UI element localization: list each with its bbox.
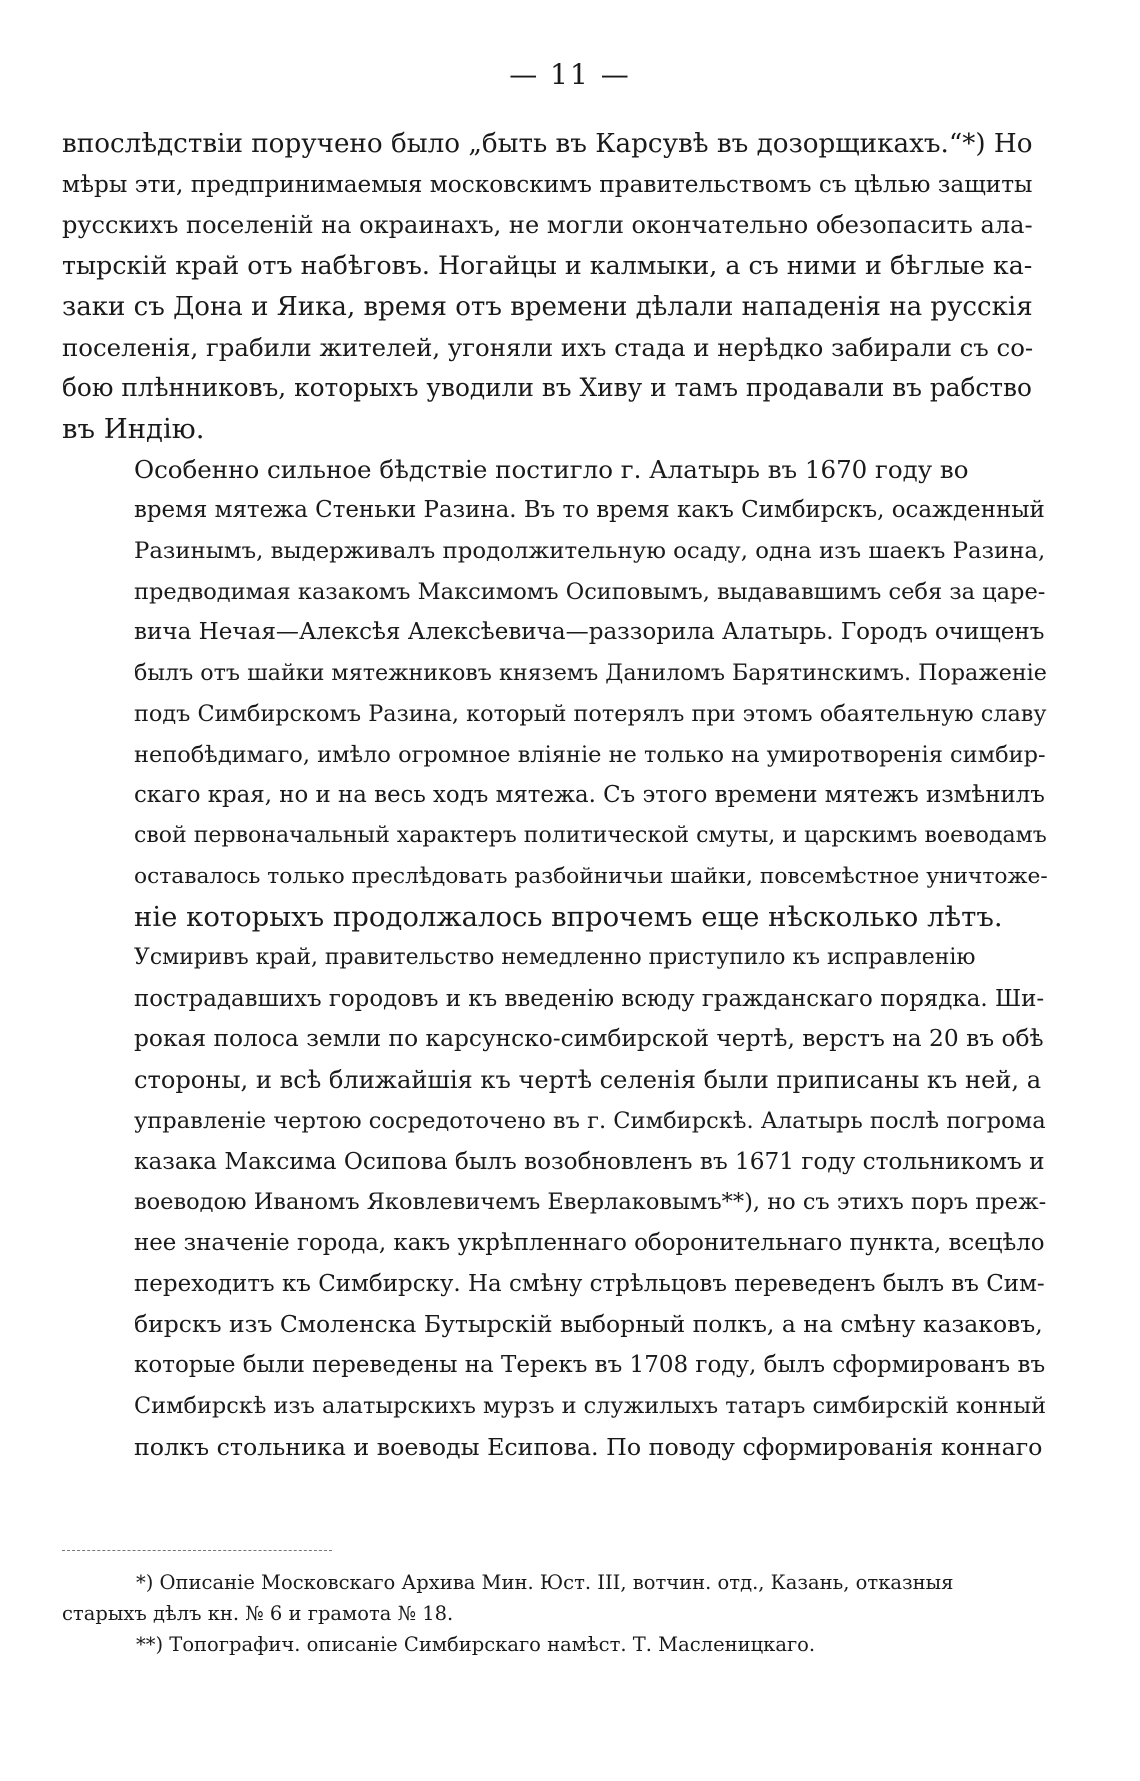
text-line: пострадавшихъ городовъ и къ введенію всюду гражданскаго порядка. Ши- xyxy=(134,985,1045,1012)
text-line: бою плѣнниковъ, которыхъ уводили въ Хиву и тамъ продавали въ рабство xyxy=(62,373,1032,403)
text-line: управленіе чертою сосредоточено въ г. Симбирскѣ. Алатырь послѣ погрома xyxy=(134,1107,1046,1134)
paragraph-3 xyxy=(62,938,1047,1467)
footnote-divider xyxy=(62,1550,332,1551)
text-line: скаго края, но и на весь ходъ мятежа. Съ этого времени мятежъ измѣнилъ xyxy=(134,782,1045,809)
text-line: полкъ стольника и воеводы Есипова. По поводу сформированія коннаго xyxy=(134,1432,1043,1461)
text-line: поселенія, грабили жителей, угоняли ихъ стада и нерѣдко забирали съ со- xyxy=(62,332,1034,362)
text-line: заки съ Дона и Яика, время отъ времени дѣлали нападенія на русскія xyxy=(62,291,1033,322)
text-line: предводимая казакомъ Максимомъ Осиповымъ, выдававшимъ себя за царе- xyxy=(134,578,1046,605)
text-line: Разинымъ, выдерживалъ продолжительную осаду, одна изъ шаекъ Разина, xyxy=(134,538,1046,565)
text-line: вича Нечая—Алексѣя Алексѣевича—раззорила Алатырь. Городъ очищенъ xyxy=(134,619,1045,646)
text-line: переходитъ къ Симбирску. На смѣну стрѣльцовъ переведенъ былъ въ Сим- xyxy=(134,1270,1045,1297)
footnote-1 xyxy=(62,1567,1038,1629)
text-line: Особенно сильное бѣдствіе постигло г. Алатырь въ 1670 году во xyxy=(134,454,969,484)
text-line: бирскъ изъ Смоленска Бутырскій выборный полкъ, а на смѣну казаковъ, xyxy=(134,1310,1043,1339)
footnote-line: **) Топографич. описаніе Симбирскаго намѣст. Т. Масленицкаго. xyxy=(136,1633,816,1656)
paragraph-2 xyxy=(62,450,1048,938)
text-line: въ Индію. xyxy=(62,412,205,445)
text-line: тырскій край отъ набѣговъ. Ногайцы и калмыки, а съ ними и бѣглые ка- xyxy=(62,251,1033,281)
footnote-line: старыхъ дѣлъ кн. № 6 и грамота № 18. xyxy=(62,1602,454,1625)
text-line: воеводою Иваномъ Яковлевичемъ Еверлаковымъ**), но съ этихъ поръ преж- xyxy=(134,1189,1047,1216)
text-line: которые были переведены на Терекъ въ 1708 году, былъ сформированъ въ xyxy=(134,1352,1046,1379)
text-line: непобѣдимаго, имѣло огромное вліяніе не только на умиротворенія симбир- xyxy=(134,741,1046,768)
paragraph-1 xyxy=(62,124,1038,450)
text-line: русскихъ поселеній на окраинахъ, не могли окончательно обезопасить ала- xyxy=(62,211,1033,240)
footnote-2 xyxy=(62,1629,1038,1660)
text-line: подъ Симбирскомъ Разина, который потерялъ при этомъ обаятельную славу xyxy=(134,700,1047,727)
footnote-line: *) Описаніе Московскаго Архива Мин. Юст. III, вотчин. отд., Казань, отказныя xyxy=(136,1571,954,1594)
text-line: Симбирскѣ изъ алатырскихъ мурзъ и служилыхъ татаръ симбирскій конный xyxy=(134,1392,1047,1419)
footnotes xyxy=(62,1567,1038,1660)
text-line: ніе которыхъ продолжалось впрочемъ еще нѣсколько лѣтъ. xyxy=(134,901,1003,934)
text-line: впослѣдствіи поручено было „быть въ Карсувѣ въ дозорщикахъ.“*) Но xyxy=(62,129,1033,159)
text-line: стороны, и всѣ ближайшія къ чертѣ селенія были приписаны къ ней, а xyxy=(134,1066,1042,1095)
text-line: былъ отъ шайки мятежниковъ княземъ Даниломъ Барятинскимъ. Пораженіе xyxy=(134,660,1047,687)
text-line: мѣры эти, предпринимаемыя московскимъ правительствомъ съ цѣлью защиты xyxy=(62,170,1033,198)
text-line: нее значеніе города, какъ укрѣпленнаго оборонительнаго пункта, всецѣло xyxy=(134,1229,1045,1256)
text-line: казака Максима Осипова былъ возобновленъ въ 1671 году стольникомъ и xyxy=(134,1148,1045,1175)
text-line: оставалось только преслѣдовать разбойничьи шайки, повсемѣстное уничтоже- xyxy=(134,863,1048,889)
text-line: свой первоначальный характеръ политической смуты, и царскимъ воеводамъ xyxy=(134,822,1047,848)
page-number: — 11 — xyxy=(509,58,631,91)
text-line: рокая полоса земли по карсунско-симбирской чертѣ, верстъ на 20 въ обѣ xyxy=(134,1025,1044,1053)
text-line: время мятежа Стеньки Разина. Въ то время какъ Симбирскъ, осажденный xyxy=(134,497,1045,524)
body-text xyxy=(62,124,1048,1467)
text-line: Усмиривъ край, правительство немедленно приступило къ исправленію xyxy=(134,945,976,971)
